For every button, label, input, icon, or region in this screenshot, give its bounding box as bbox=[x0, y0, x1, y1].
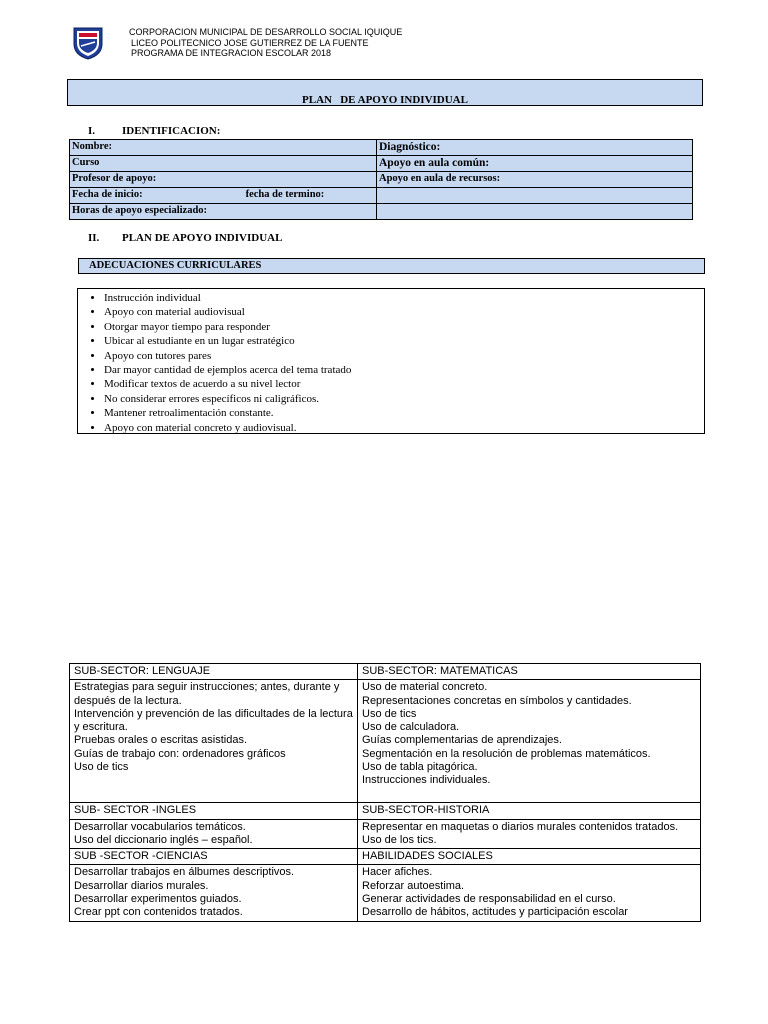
subsector-ciencias-title: SUB -SECTOR -CIENCIAS bbox=[70, 849, 358, 865]
adecuaciones-list bbox=[78, 289, 704, 435]
list-item: • Apoyo con tutores pares bbox=[104, 349, 704, 363]
empty-cell[interactable] bbox=[377, 188, 693, 204]
list-item: Guías de trabajo con: ordenadores gráficos bbox=[74, 747, 286, 760]
table-row bbox=[70, 188, 693, 204]
subsector-matematicas-content bbox=[358, 680, 701, 803]
list-item: • Apoyo con material audiovisual bbox=[104, 305, 704, 319]
page-title: PLAN DE APOYO INDIVIDUAL bbox=[302, 94, 468, 106]
list-item: Uso de tics bbox=[362, 707, 417, 720]
header-line-program: PROGRAMA DE INTEGRACION ESCOLAR 2018 bbox=[131, 48, 332, 58]
list-item: Guías complementarias de aprendizajes. bbox=[362, 734, 562, 747]
empty-cell[interactable] bbox=[377, 204, 693, 220]
subsector-lenguaje-title: SUB-SECTOR: LENGUAJE bbox=[70, 664, 358, 680]
table-row bbox=[70, 680, 701, 803]
list-item: Instrucciones individuales. bbox=[362, 774, 491, 787]
list-item: Uso de calculadora. bbox=[362, 721, 460, 734]
table-row bbox=[70, 140, 693, 156]
subsector-lenguaje-content bbox=[70, 680, 358, 803]
list-item: Reforzar autoestima. bbox=[362, 879, 465, 892]
list-item: Desarrollar experimentos guiados. bbox=[74, 893, 242, 906]
list-item: Pruebas orales o escritas asistidas. bbox=[74, 734, 248, 747]
list-item: Uso de material concreto. bbox=[362, 681, 488, 694]
list-item: Intervención y prevención de las dificultades de la lectura y escritura. bbox=[74, 707, 356, 734]
list-item: Crear ppt con contenidos tratados. bbox=[74, 906, 243, 919]
list-item: Uso de tabla pitagórica. bbox=[362, 761, 478, 774]
subsector-ciencias-content bbox=[70, 865, 358, 921]
list-item: Desarrollar diarios murales. bbox=[74, 879, 209, 892]
field-apoyo-aula-comun[interactable]: Apoyo en aula común: bbox=[377, 156, 693, 172]
adecuaciones-list-box bbox=[77, 288, 705, 434]
section-title: PLAN DE APOYO INDIVIDUAL bbox=[122, 232, 283, 244]
table-row bbox=[70, 204, 693, 220]
list-item: • Ubicar al estudiante en un lugar estratégico bbox=[104, 334, 704, 348]
list-item: • Apoyo con material concreto y audiovisual. bbox=[104, 421, 704, 435]
table-row bbox=[70, 156, 693, 172]
list-item: Uso del diccionario inglés – español. bbox=[74, 833, 253, 846]
subsector-ingles-title: SUB- SECTOR -INGLES bbox=[70, 803, 358, 819]
table-row bbox=[70, 172, 693, 188]
section-number: II. bbox=[88, 232, 100, 244]
field-curso[interactable]: Curso bbox=[70, 156, 377, 172]
table-row bbox=[70, 803, 701, 819]
table-row bbox=[70, 849, 701, 865]
list-item: • Otorgar mayor tiempo para responder bbox=[104, 320, 704, 334]
header-organization bbox=[129, 27, 402, 59]
field-nombre[interactable]: Nombre: bbox=[70, 140, 377, 156]
field-horas-apoyo[interactable]: Horas de apoyo especializado: bbox=[70, 204, 377, 220]
table-row bbox=[70, 819, 701, 849]
subsector-matematicas-title: SUB-SECTOR: MATEMATICAS bbox=[358, 664, 701, 680]
list-item: Segmentación en la resolución de problemas matemáticos. bbox=[362, 747, 651, 760]
field-profesor-apoyo[interactable]: Profesor de apoyo: bbox=[70, 172, 377, 188]
list-item: Desarrollo de hábitos, actitudes y participación escolar bbox=[362, 906, 628, 919]
list-item: • Dar mayor cantidad de ejemplos acerca del tema tratado bbox=[104, 363, 704, 377]
table-row bbox=[70, 664, 701, 680]
list-item: Uso de tics bbox=[74, 761, 129, 774]
identification-table bbox=[69, 139, 693, 220]
list-item: • Mantener retroalimentación constante. bbox=[104, 406, 704, 420]
list-item: • No considerar errores específicos ni caligráficos. bbox=[104, 392, 704, 406]
subsectors-table bbox=[69, 663, 701, 922]
adecuaciones-heading: ADECUACIONES CURRICULARES bbox=[78, 258, 705, 274]
list-item: Estrategias para seguir instrucciones; antes, durante y después de la lectura. bbox=[74, 681, 343, 707]
list-item: Desarrollar trabajos en álbumes descriptivos. bbox=[74, 866, 295, 879]
page-title-bar bbox=[67, 79, 703, 106]
table-row bbox=[70, 865, 701, 921]
subsector-habilidades-content bbox=[358, 865, 701, 921]
section-identification-heading bbox=[88, 125, 220, 137]
list-item: Representar en maquetas o diarios murales contenidos tratados. bbox=[362, 820, 679, 833]
field-fechas[interactable] bbox=[70, 188, 377, 204]
list-item: • Modificar textos de acuerdo a su nivel lector bbox=[104, 377, 704, 391]
field-apoyo-aula-recursos[interactable]: Apoyo en aula de recursos: bbox=[377, 172, 693, 188]
subsector-historia-title: SUB-SECTOR-HISTORIA bbox=[358, 803, 701, 819]
subsector-ingles-content bbox=[70, 819, 358, 849]
field-fecha-inicio: Fecha de inicio: bbox=[72, 189, 143, 200]
header-line-corporation: CORPORACION MUNICIPAL DE DESARROLLO SOCIAL IQUIQUE bbox=[129, 27, 403, 37]
section-title: IDENTIFICACION: bbox=[122, 125, 221, 137]
section-number: I. bbox=[88, 125, 96, 137]
list-item: Uso de los tics. bbox=[362, 833, 437, 846]
field-fecha-termino: fecha de termino: bbox=[245, 189, 325, 200]
list-item: Generar actividades de responsabilidad en el curso. bbox=[362, 893, 616, 906]
list-item: • Instrucción individual bbox=[104, 291, 704, 305]
subsector-historia-content bbox=[358, 819, 701, 849]
section-plan-heading bbox=[88, 232, 282, 244]
school-crest-icon bbox=[72, 24, 104, 60]
subsector-habilidades-title: HABILIDADES SOCIALES bbox=[358, 849, 701, 865]
field-diagnostico[interactable]: Diagnóstico: bbox=[377, 140, 693, 156]
list-item: Representaciones concretas en símbolos y cantidades. bbox=[362, 694, 632, 707]
header-line-school: LICEO POLITECNICO JOSE GUTIERREZ DE LA FUENTE bbox=[131, 37, 369, 48]
list-item: Desarrollar vocabularios temáticos. bbox=[74, 820, 246, 833]
list-item: Hacer afiches. bbox=[362, 866, 433, 879]
